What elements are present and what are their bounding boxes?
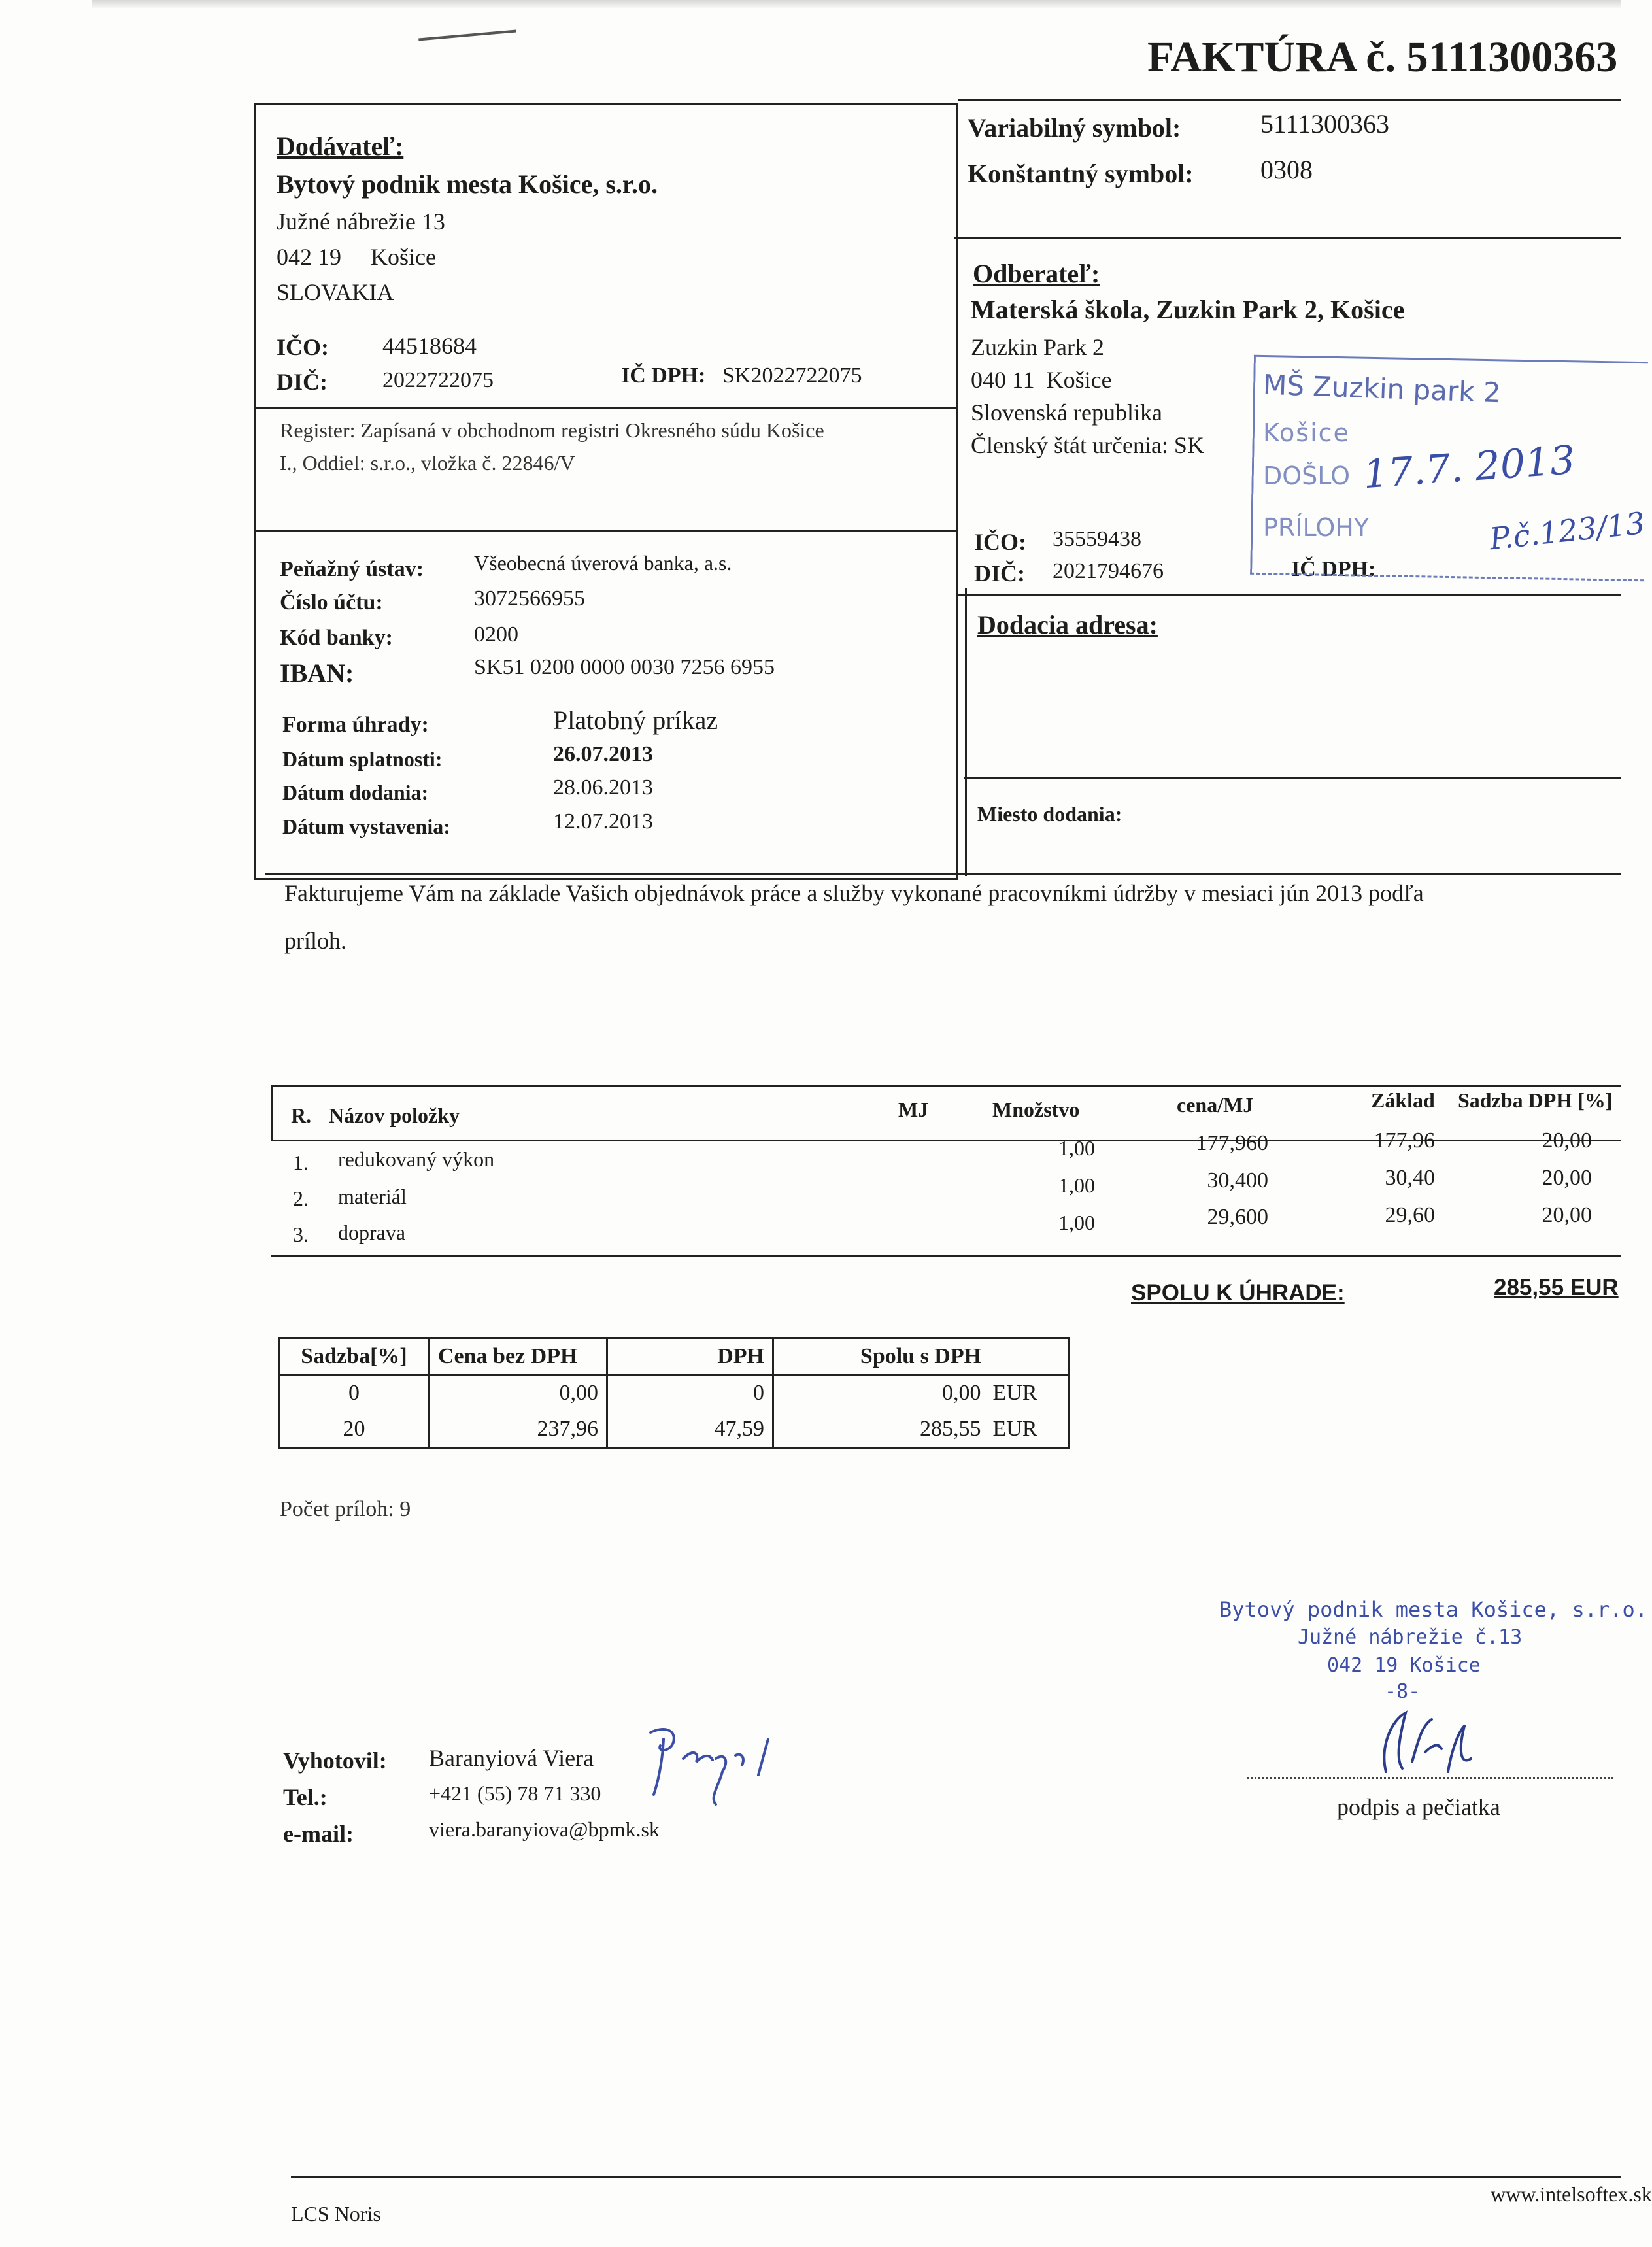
total-label: SPOLU K ÚHRADE: [1131, 1280, 1345, 1306]
item-2-price: 30,400 [1207, 1168, 1268, 1192]
vat-header-net: Cena bez DPH [430, 1338, 607, 1375]
footer-left: LCS Noris [291, 2202, 381, 2225]
item-1-base: 177,96 [1374, 1128, 1435, 1153]
customer-bottom-line [958, 594, 1621, 596]
delivery-date-label: Dátum dodania: [282, 781, 429, 804]
customer-heading: Odberateľ: [973, 259, 1100, 288]
items-table-left [271, 1085, 273, 1140]
supplier-heading: Dodávateľ: [277, 131, 404, 161]
items-table-top [271, 1085, 1621, 1087]
received-stamp-line1: MŠ Zuzkin park 2 [1262, 368, 1502, 409]
payment-method-label: Forma úhrady: [282, 713, 429, 737]
company-signature [1366, 1700, 1484, 1785]
items-header-name: Názov položky [329, 1104, 460, 1127]
footer-line [291, 2176, 1621, 2178]
vat-summary-header-row [279, 1338, 1069, 1375]
items-header-r: R. [291, 1104, 312, 1127]
item-3-name: doprava [338, 1221, 406, 1244]
footer-right: www.intelsoftex.sk [1491, 2182, 1652, 2206]
item-3-no: 3. [293, 1223, 309, 1246]
supplier-divider-2 [254, 530, 958, 532]
vat-summary-table [278, 1337, 1070, 1449]
signature-label: podpis a pečiatka [1337, 1794, 1500, 1820]
account-label: Číslo účtu: [280, 590, 383, 615]
item-1-qty: 1,00 [1058, 1136, 1095, 1160]
delivery-address-label: Dodacia adresa: [977, 610, 1158, 639]
vat-row-2-gross: 285,55 [773, 1411, 989, 1448]
bank-name: Všeobecná úverová banka, a.s. [474, 551, 732, 575]
item-2-qty: 1,00 [1058, 1174, 1095, 1197]
issuer-signature [637, 1713, 807, 1811]
vat-summary-row [279, 1411, 1069, 1448]
item-3-qty: 1,00 [1058, 1211, 1095, 1234]
customer-ico-label: IČO: [974, 529, 1026, 555]
scan-line-top [92, 0, 1621, 9]
constant-symbol-label: Konštantný symbol: [968, 159, 1194, 188]
item-2-name: materiál [338, 1185, 407, 1208]
company-stamp-line4: -8- [1385, 1680, 1421, 1703]
issued-by-label: Vyhotovil: [283, 1748, 387, 1774]
supplier-dic-label: DIČ: [277, 369, 328, 395]
delivery-place-bottom-line [265, 873, 1621, 875]
phone: +421 (55) 78 71 330 [429, 1782, 601, 1805]
item-1-price: 177,960 [1196, 1131, 1268, 1155]
customer-dic-label: DIČ: [974, 560, 1025, 586]
constant-symbol: 0308 [1260, 155, 1313, 184]
supplier-street: Južné nábrežie 13 [277, 209, 445, 235]
company-stamp-line2: Južné nábrežie č.13 [1298, 1626, 1523, 1649]
supplier-ico-label: IČO: [277, 334, 329, 360]
supplier-city: 042 19 Košice [277, 244, 436, 270]
received-stamp-date: 17.7. 2013 [1361, 437, 1577, 498]
item-1-vat: 20,00 [1542, 1128, 1592, 1153]
item-1-no: 1. [293, 1151, 309, 1174]
supplier-icdph-label: IČ DPH: [621, 363, 706, 388]
item-3-base: 29,60 [1385, 1203, 1435, 1227]
vat-row-2-rate: 20 [279, 1411, 430, 1448]
delivery-place-label: Miesto dodania: [977, 802, 1122, 826]
bank-label: Peňažný ústav: [280, 557, 424, 581]
symbols-bottom-line [954, 237, 1621, 239]
invoice-title: FAKTÚRA č. 5111300363 [1147, 33, 1618, 81]
issue-date: 12.07.2013 [553, 809, 653, 834]
customer-dic: 2021794676 [1053, 559, 1164, 583]
customer-icdph-label: IČ DPH: [1291, 557, 1376, 581]
item-3-price: 29,600 [1207, 1205, 1268, 1229]
item-2-no: 2. [293, 1187, 309, 1210]
company-stamp-line3: 042 19 Košice [1327, 1654, 1481, 1677]
supplier-register-1: Register: Zapísaná v obchodnom registri Okresného súdu Košice [280, 418, 824, 442]
delivery-address-bottom-line [964, 777, 1621, 779]
header-top-line [958, 99, 1621, 101]
vat-header-rate: Sadzba[%] [279, 1338, 430, 1375]
phone-label: Tel.: [283, 1784, 328, 1810]
received-stamp-line4: PRÍLOHY [1263, 513, 1370, 542]
delivery-date: 28.06.2013 [553, 775, 653, 800]
vat-header-gross: Spolu s DPH [773, 1338, 1069, 1375]
vat-row-2-vat: 47,59 [607, 1411, 773, 1448]
total-value: 285,55 EUR [1494, 1275, 1619, 1300]
received-stamp-line2: Košice [1263, 418, 1350, 447]
items-header-mj: MJ [898, 1098, 929, 1121]
issued-by: Baranyiová Viera [429, 1745, 594, 1771]
due-date: 26.07.2013 [553, 742, 653, 766]
vat-row-1-net: 0,00 [430, 1375, 607, 1411]
vat-row-1-rate: 0 [279, 1375, 430, 1411]
supplier-name: Bytový podnik mesta Košice, s.r.o. [277, 169, 658, 199]
customer-country: Slovenská republika [971, 399, 1162, 426]
supplier-icdph: SK2022722075 [722, 363, 862, 388]
items-header-price: cena/MJ [1177, 1093, 1254, 1117]
items-header-qty: Množstvo [992, 1098, 1080, 1121]
items-table-bottom [271, 1255, 1621, 1257]
item-1-name: redukovaný výkon [338, 1147, 495, 1171]
email-label: e-mail: [283, 1821, 354, 1847]
vat-header-vat: DPH [607, 1338, 773, 1375]
supplier-country: SLOVAKIA [277, 279, 394, 305]
intro-text-line1: Fakturujeme Vám na základe Vašich objednávok práce a služby vykonané pracovníkmi údržby v mesiaci jún 2013 podľa [284, 880, 1424, 906]
issue-date-label: Dátum vystavenia: [282, 815, 450, 838]
attachments-count: Počet príloh: 9 [280, 1497, 411, 1521]
received-stamp-number: P.č.123/13 [1487, 505, 1647, 557]
account-number: 3072566955 [474, 586, 585, 611]
customer-member-state: Členský štát určenia: SK [971, 432, 1204, 458]
right-column-border [965, 588, 967, 876]
variable-symbol-label: Variabilný symbol: [968, 113, 1181, 143]
email: viera.baranyiova@bpmk.sk [429, 1817, 660, 1841]
customer-ico: 35559438 [1053, 527, 1141, 551]
vat-summary-row [279, 1375, 1069, 1411]
iban: SK51 0200 0000 0030 7256 6955 [474, 655, 775, 679]
bank-code-label: Kód banky: [280, 626, 393, 650]
company-stamp-line1: Bytový podnik mesta Košice, s.r.o. [1219, 1597, 1648, 1622]
customer-name: Materská škola, Zuzkin Park 2, Košice [971, 295, 1405, 324]
due-date-label: Dátum splatnosti: [282, 747, 443, 771]
scan-mark [418, 29, 516, 41]
bank-code: 0200 [474, 622, 518, 647]
items-header-base: Základ [1371, 1089, 1435, 1112]
supplier-ico: 44518684 [382, 333, 477, 359]
vat-row-2-currency: EUR [989, 1411, 1069, 1448]
vat-row-1-vat: 0 [607, 1375, 773, 1411]
iban-label: IBAN: [280, 658, 354, 688]
vat-row-1-currency: EUR [989, 1375, 1069, 1411]
supplier-dic: 2022722075 [382, 368, 494, 392]
signature-dotted-line [1247, 1777, 1613, 1779]
customer-street: Zuzkin Park 2 [971, 334, 1104, 360]
received-stamp-line3: DOŠLO [1263, 462, 1351, 490]
supplier-register-2: I., Oddiel: s.r.o., vložka č. 22846/V [280, 451, 575, 475]
variable-symbol: 5111300363 [1260, 109, 1390, 139]
customer-city: 040 11 Košice [971, 367, 1112, 393]
item-3-vat: 20,00 [1542, 1203, 1592, 1227]
payment-method: Platobný príkaz [553, 705, 718, 735]
item-2-vat: 20,00 [1542, 1166, 1592, 1190]
supplier-divider-1 [254, 407, 958, 409]
item-2-base: 30,40 [1385, 1166, 1435, 1190]
vat-row-1-gross: 0,00 [773, 1375, 989, 1411]
vat-row-2-net: 237,96 [430, 1411, 607, 1448]
intro-text-line2: príloh. [284, 928, 346, 954]
items-header-vat: Sadzba DPH [%] [1458, 1089, 1613, 1112]
